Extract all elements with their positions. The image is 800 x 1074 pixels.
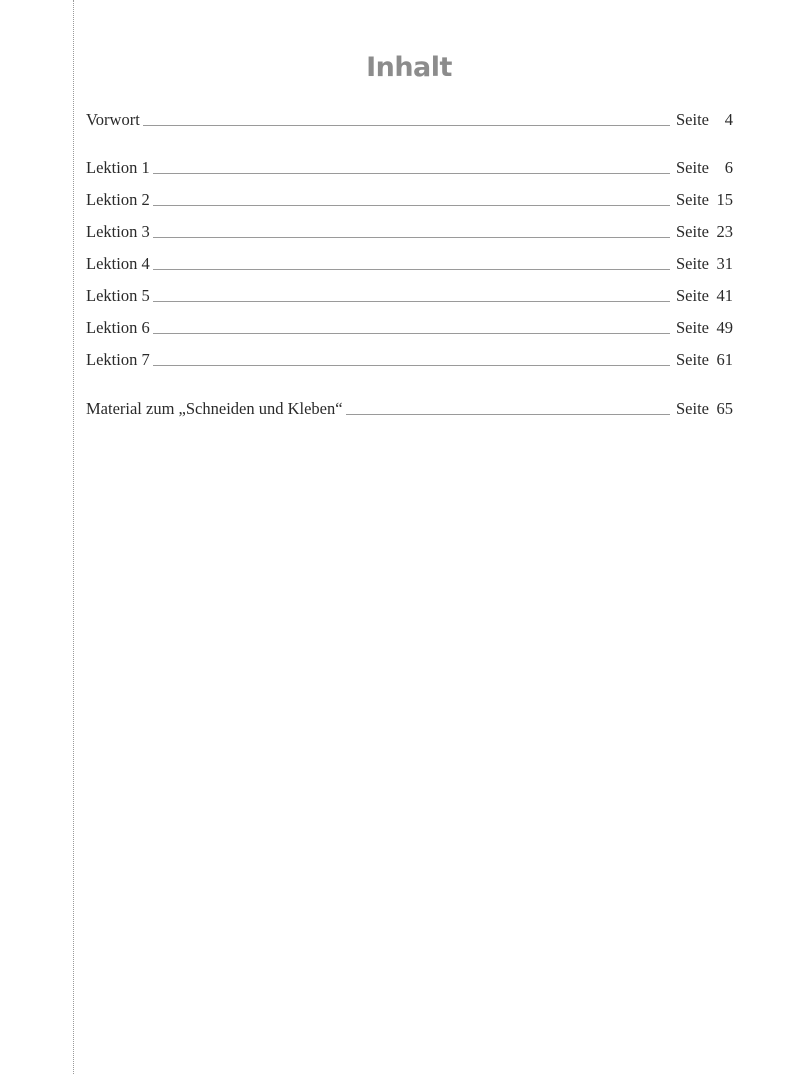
toc-page-ref <box>676 190 733 210</box>
page-title: Inhalt <box>366 52 452 83</box>
toc-entry-label: Lektion 6 <box>86 318 150 337</box>
toc-page-number: 23 <box>716 222 733 241</box>
toc-page-ref <box>676 318 733 338</box>
toc-entry-vorwort[interactable] <box>86 106 733 130</box>
toc-entry-lektion-2[interactable] <box>86 186 733 210</box>
toc-page-word: Seite <box>676 286 709 305</box>
toc-page-number: 31 <box>716 254 733 273</box>
toc-leader-line <box>153 205 670 206</box>
toc-page-number: 41 <box>716 286 733 305</box>
toc-entry-label: Lektion 1 <box>86 158 150 177</box>
toc-leader-line <box>143 125 670 126</box>
toc-leader-line <box>153 237 670 238</box>
toc-entry-label: Lektion 7 <box>86 350 150 369</box>
toc-page-number: 4 <box>724 110 733 129</box>
toc-page-number: 15 <box>716 190 733 209</box>
toc-leader-line <box>153 173 670 174</box>
toc-entry-lektion-1[interactable] <box>86 154 733 178</box>
toc-page-word: Seite <box>676 350 709 369</box>
toc-entry-material[interactable] <box>86 395 733 419</box>
toc-entry-lektion-7[interactable] <box>86 346 733 370</box>
toc-page-word: Seite <box>676 158 709 177</box>
toc-entry-label: Material zum „Schneiden und Kleben“ <box>86 399 343 418</box>
toc-page-ref <box>676 350 733 370</box>
toc-leader-line <box>153 301 670 302</box>
toc-leader-line <box>346 414 670 415</box>
toc-entry-lektion-3[interactable] <box>86 218 733 242</box>
toc-page-number: 6 <box>724 158 733 177</box>
toc-entry-label: Lektion 4 <box>86 254 150 273</box>
toc-entry-lektion-4[interactable] <box>86 250 733 274</box>
toc-entry-label: Lektion 3 <box>86 222 150 241</box>
toc-entry-label: Lektion 5 <box>86 286 150 305</box>
toc-page-ref <box>676 158 733 178</box>
toc-page-word: Seite <box>676 222 709 241</box>
toc-leader-line <box>153 269 670 270</box>
toc-page-number: 61 <box>716 350 733 369</box>
toc-leader-line <box>153 365 670 366</box>
toc-entry-label: Vorwort <box>86 110 140 129</box>
toc-leader-line <box>153 333 670 334</box>
toc-page-word: Seite <box>676 254 709 273</box>
page-margin-line <box>73 0 74 1074</box>
toc-entry-lektion-5[interactable] <box>86 282 733 306</box>
toc-page-ref <box>676 286 733 306</box>
toc-page-ref <box>676 399 733 419</box>
toc-page-word: Seite <box>676 399 709 418</box>
toc-page-ref <box>676 110 733 130</box>
toc-page-word: Seite <box>676 110 709 129</box>
toc-page-word: Seite <box>676 190 709 209</box>
toc-page-number: 49 <box>716 318 733 337</box>
toc-page-number: 65 <box>716 399 733 418</box>
toc-page-ref <box>676 254 733 274</box>
toc-page-ref <box>676 222 733 242</box>
toc-entry-lektion-6[interactable] <box>86 314 733 338</box>
toc-entry-label: Lektion 2 <box>86 190 150 209</box>
toc-page-word: Seite <box>676 318 709 337</box>
